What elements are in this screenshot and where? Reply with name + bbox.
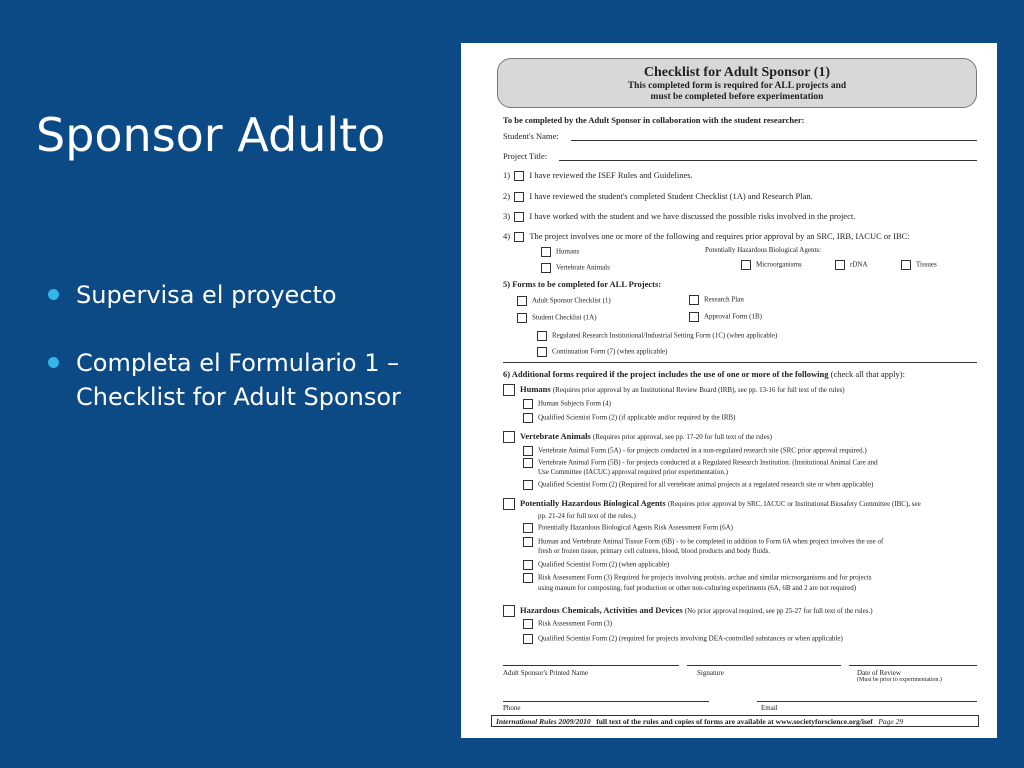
- project-title-label: Project Title:: [503, 151, 548, 161]
- printed-name-label: Adult Sponsor's Printed Name: [503, 669, 589, 677]
- project-title-line: [559, 160, 977, 161]
- checkbox: [523, 573, 533, 583]
- item-number: 2): [503, 191, 511, 201]
- s5-form-5: [537, 331, 777, 341]
- checkbox: [514, 212, 524, 222]
- date-line: [849, 665, 977, 666]
- form-title: Checklist for Adult Sponsor (1): [643, 65, 831, 80]
- item4-micro: [741, 260, 802, 270]
- form-subtitle-2: must be completed before experimentation: [650, 92, 824, 102]
- signature-line: [687, 665, 841, 666]
- bullet-text: Completa el Formulario 1 – Checklist for Adult Sponsor: [76, 349, 401, 411]
- s5-form-2: [689, 295, 744, 305]
- hazardous-heading-text: Hazardous Chemicals, Activities and Devices: [520, 605, 683, 615]
- item-text: I have reviewed the student's completed Student Checklist (1A) and Research Plan.: [529, 191, 813, 201]
- humans-note: (Requires prior approval by an Institutional Review Board (IRB), see pp. 13-16 for full text of the rules): [552, 386, 845, 394]
- form-intro: To be completed by the Adult Sponsor in collaboration with the student researcher:: [503, 115, 805, 125]
- footer-left: International Rules 2009/2010: [496, 717, 591, 726]
- item-number: 4): [503, 231, 511, 241]
- date-note: (Must be prior to experimentation.): [857, 677, 942, 683]
- phba-form-2: [523, 537, 883, 547]
- phba-form-3: [523, 560, 669, 570]
- s5-form-6-label: Continuation Form (7) (when applicable): [552, 347, 668, 356]
- checkbox: [523, 446, 533, 456]
- form-image: [461, 43, 997, 738]
- phone-line: [503, 701, 709, 702]
- hazardous-note: (No prior approval required, see pp 25-27 for full text of the rules.): [684, 607, 873, 615]
- haz-form-2-label: Qualified Scientist Form (2) (required for projects involving DEA-controlled substances or when applicable): [538, 634, 843, 643]
- checkbox: [503, 498, 515, 510]
- bullet-text: Supervisa el proyecto: [76, 281, 337, 309]
- checkbox: [523, 413, 533, 423]
- checkbox: [503, 431, 515, 443]
- vert-form-2-label: Vertebrate Animal Form (5B) - for projects conducted at a Regulated Research Institution. (Institutional Animal Care and: [538, 458, 878, 467]
- item4-tissues-label: Tissues: [916, 260, 937, 269]
- item-2: [503, 191, 813, 202]
- phone-label: Phone: [503, 704, 521, 712]
- humans-heading-text: Humans: [520, 384, 551, 394]
- item4-tissues: [901, 260, 937, 270]
- section5-title: 5) Forms to be completed for ALL Projects:: [503, 279, 662, 289]
- checkbox: [689, 295, 699, 305]
- haz-form-1-label: Risk Assessment Form (3): [538, 619, 613, 628]
- item-number: 1): [503, 170, 511, 180]
- phba-form-4-label: Risk Assessment Form (3) Required for projects involving protists, archae and similar microorganisms and for projects: [538, 573, 872, 582]
- s5-form-6: [537, 347, 667, 357]
- checkbox: [517, 296, 527, 306]
- checkbox: [514, 232, 524, 242]
- vert-form-1: [523, 446, 867, 456]
- item4-rdna-label: rDNA: [850, 260, 868, 269]
- checkbox: [503, 605, 515, 617]
- item4-humans-label: Humans: [556, 247, 580, 256]
- vertebrate-heading: [503, 431, 772, 443]
- checkbox: [523, 458, 533, 468]
- phba-heading-text: Potentially Hazardous Biological Agents: [520, 498, 666, 508]
- humans-form-2-label: Qualified Scientist Form (2) (if applicable and/or required by the IRB): [538, 413, 736, 422]
- item-4: [503, 231, 910, 242]
- phba-note: (Requires prior approval by SRC, IACUC or Institutional Biosafety Committee (IBC), see: [667, 500, 921, 508]
- checkbox: [541, 247, 551, 257]
- footer-page: Page 29: [878, 717, 904, 726]
- humans-form-1-label: Human Subjects Form (4): [538, 399, 611, 408]
- checkbox: [523, 399, 533, 409]
- phba-form-4-cont: using manure for composting, fuel production or other non-culturing experiments (6A, 6B and 2 are not required): [538, 584, 857, 592]
- checkbox: [537, 331, 547, 341]
- humans-heading: [503, 384, 845, 396]
- student-name-label: Student's Name:: [503, 131, 559, 141]
- s5-form-5-label: Regulated Research Institutional/Industrial Setting Form (1C) (when applicable): [552, 331, 778, 340]
- item-text: I have worked with the student and we have discussed the possible risks involved in the project.: [529, 211, 856, 221]
- checkbox: [523, 523, 533, 533]
- form-header: [497, 58, 977, 108]
- item-3: [503, 211, 855, 222]
- item4-rdna: [835, 260, 868, 270]
- vert-form-3-label: Qualified Scientist Form (2) (Required for all vertebrate animal projects at a regulated research site or when applicable): [538, 480, 874, 489]
- item-text: I have reviewed the ISEF Rules and Guidelines.: [529, 170, 693, 180]
- bullet-icon: [48, 357, 59, 368]
- checkbox: [517, 313, 527, 323]
- humans-form-1: [523, 399, 611, 409]
- item4-phba-label: Potentially Hazardous Biological Agents:: [705, 246, 822, 254]
- checkbox: [514, 171, 524, 181]
- s5-form-2-label: Research Plan: [704, 295, 744, 304]
- vert-form-1-label: Vertebrate Animal Form (5A) - for projects conducted in a non-regulated research site (SRC prior approval required.): [538, 446, 867, 455]
- s5-form-4-label: Approval Form (1B): [704, 312, 762, 321]
- student-name-line: [571, 140, 977, 141]
- phba-heading: [503, 498, 921, 510]
- s5-form-3-label: Student Checklist (1A): [532, 313, 597, 322]
- date-label: Date of Review: [857, 669, 901, 677]
- section6-title-text: 6) Additional forms required if the project includes the use of one or more of the following: [503, 369, 829, 379]
- vertebrate-heading-text: Vertebrate Animals: [520, 431, 591, 441]
- checkbox: [514, 192, 524, 202]
- item4-vertebrate: [541, 263, 610, 273]
- s5-form-1-label: Adult Sponsor Checklist (1): [532, 296, 611, 305]
- checkbox: [741, 260, 751, 270]
- checkbox: [523, 619, 533, 629]
- email-line: [757, 701, 977, 702]
- bullet-list: [48, 278, 428, 448]
- checkbox: [523, 634, 533, 644]
- bullet-item: [48, 346, 428, 414]
- item-1: [503, 170, 693, 181]
- bullet-item: [48, 278, 428, 312]
- section-divider: [503, 362, 977, 363]
- phba-form-2-label: Human and Vertebrate Animal Tissue Form (6B) - to be completed in addition to Form 6A when project involves the use of: [538, 537, 884, 546]
- s5-form-1: [517, 296, 611, 306]
- checkbox: [523, 480, 533, 490]
- footer-middle: full text of the rules and copies of forms are available at www.societyforscience.org/isef: [596, 717, 873, 726]
- vertebrate-note: (Requires prior approval, see pp. 17-20 for full text of the rules): [592, 433, 772, 441]
- vert-form-3: [523, 480, 873, 490]
- checkbox: [901, 260, 911, 270]
- checkbox: [523, 537, 533, 547]
- form-footer: [491, 715, 979, 727]
- haz-form-2: [523, 634, 843, 644]
- section6-title-suffix: (check all that apply):: [830, 369, 905, 379]
- form-subtitle-1: This completed form is required for ALL projects and: [627, 81, 847, 91]
- item-number: 3): [503, 211, 511, 221]
- signature-label: Signature: [697, 669, 724, 677]
- checkbox: [689, 312, 699, 322]
- phba-note-cont: pp. 21-24 for full text of the rules.): [538, 512, 636, 520]
- section6-title: [503, 369, 905, 379]
- checkbox: [503, 384, 515, 396]
- haz-form-1: [523, 619, 612, 629]
- phba-form-4: [523, 573, 871, 583]
- item4-micro-label: Microorganisms: [756, 260, 802, 269]
- checkbox: [541, 263, 551, 273]
- s5-form-3: [517, 313, 597, 323]
- item-text: The project involves one or more of the following and requires prior approval by an SRC, IRB, IACUC or IBC:: [529, 231, 910, 241]
- email-label: Email: [761, 704, 778, 712]
- humans-form-2: [523, 413, 736, 423]
- checkbox: [835, 260, 845, 270]
- hazardous-heading: [503, 605, 873, 617]
- phba-form-1-label: Potentially Hazardous Biological Agents Risk Assessment Form (6A): [538, 523, 734, 532]
- s5-form-4: [689, 312, 762, 322]
- bullet-icon: [48, 289, 59, 300]
- checkbox: [537, 347, 547, 357]
- vert-form-2: [523, 458, 878, 468]
- phba-form-2-cont: fresh or frozen tissue, primary cell cultures, blood, blood products and body fluids.: [538, 547, 771, 555]
- item4-vertebrate-label: Vertebrate Animals: [556, 263, 610, 272]
- printed-name-line: [503, 665, 679, 666]
- slide-title: Sponsor Adulto: [36, 108, 386, 162]
- phba-form-1: [523, 523, 733, 533]
- vert-form-2-cont: Use Committee (IACUC) approval required prior experimentation.): [538, 468, 728, 476]
- phba-form-3-label: Qualified Scientist Form (2) (when applicable): [538, 560, 670, 569]
- item4-humans: [541, 247, 579, 257]
- checkbox: [523, 560, 533, 570]
